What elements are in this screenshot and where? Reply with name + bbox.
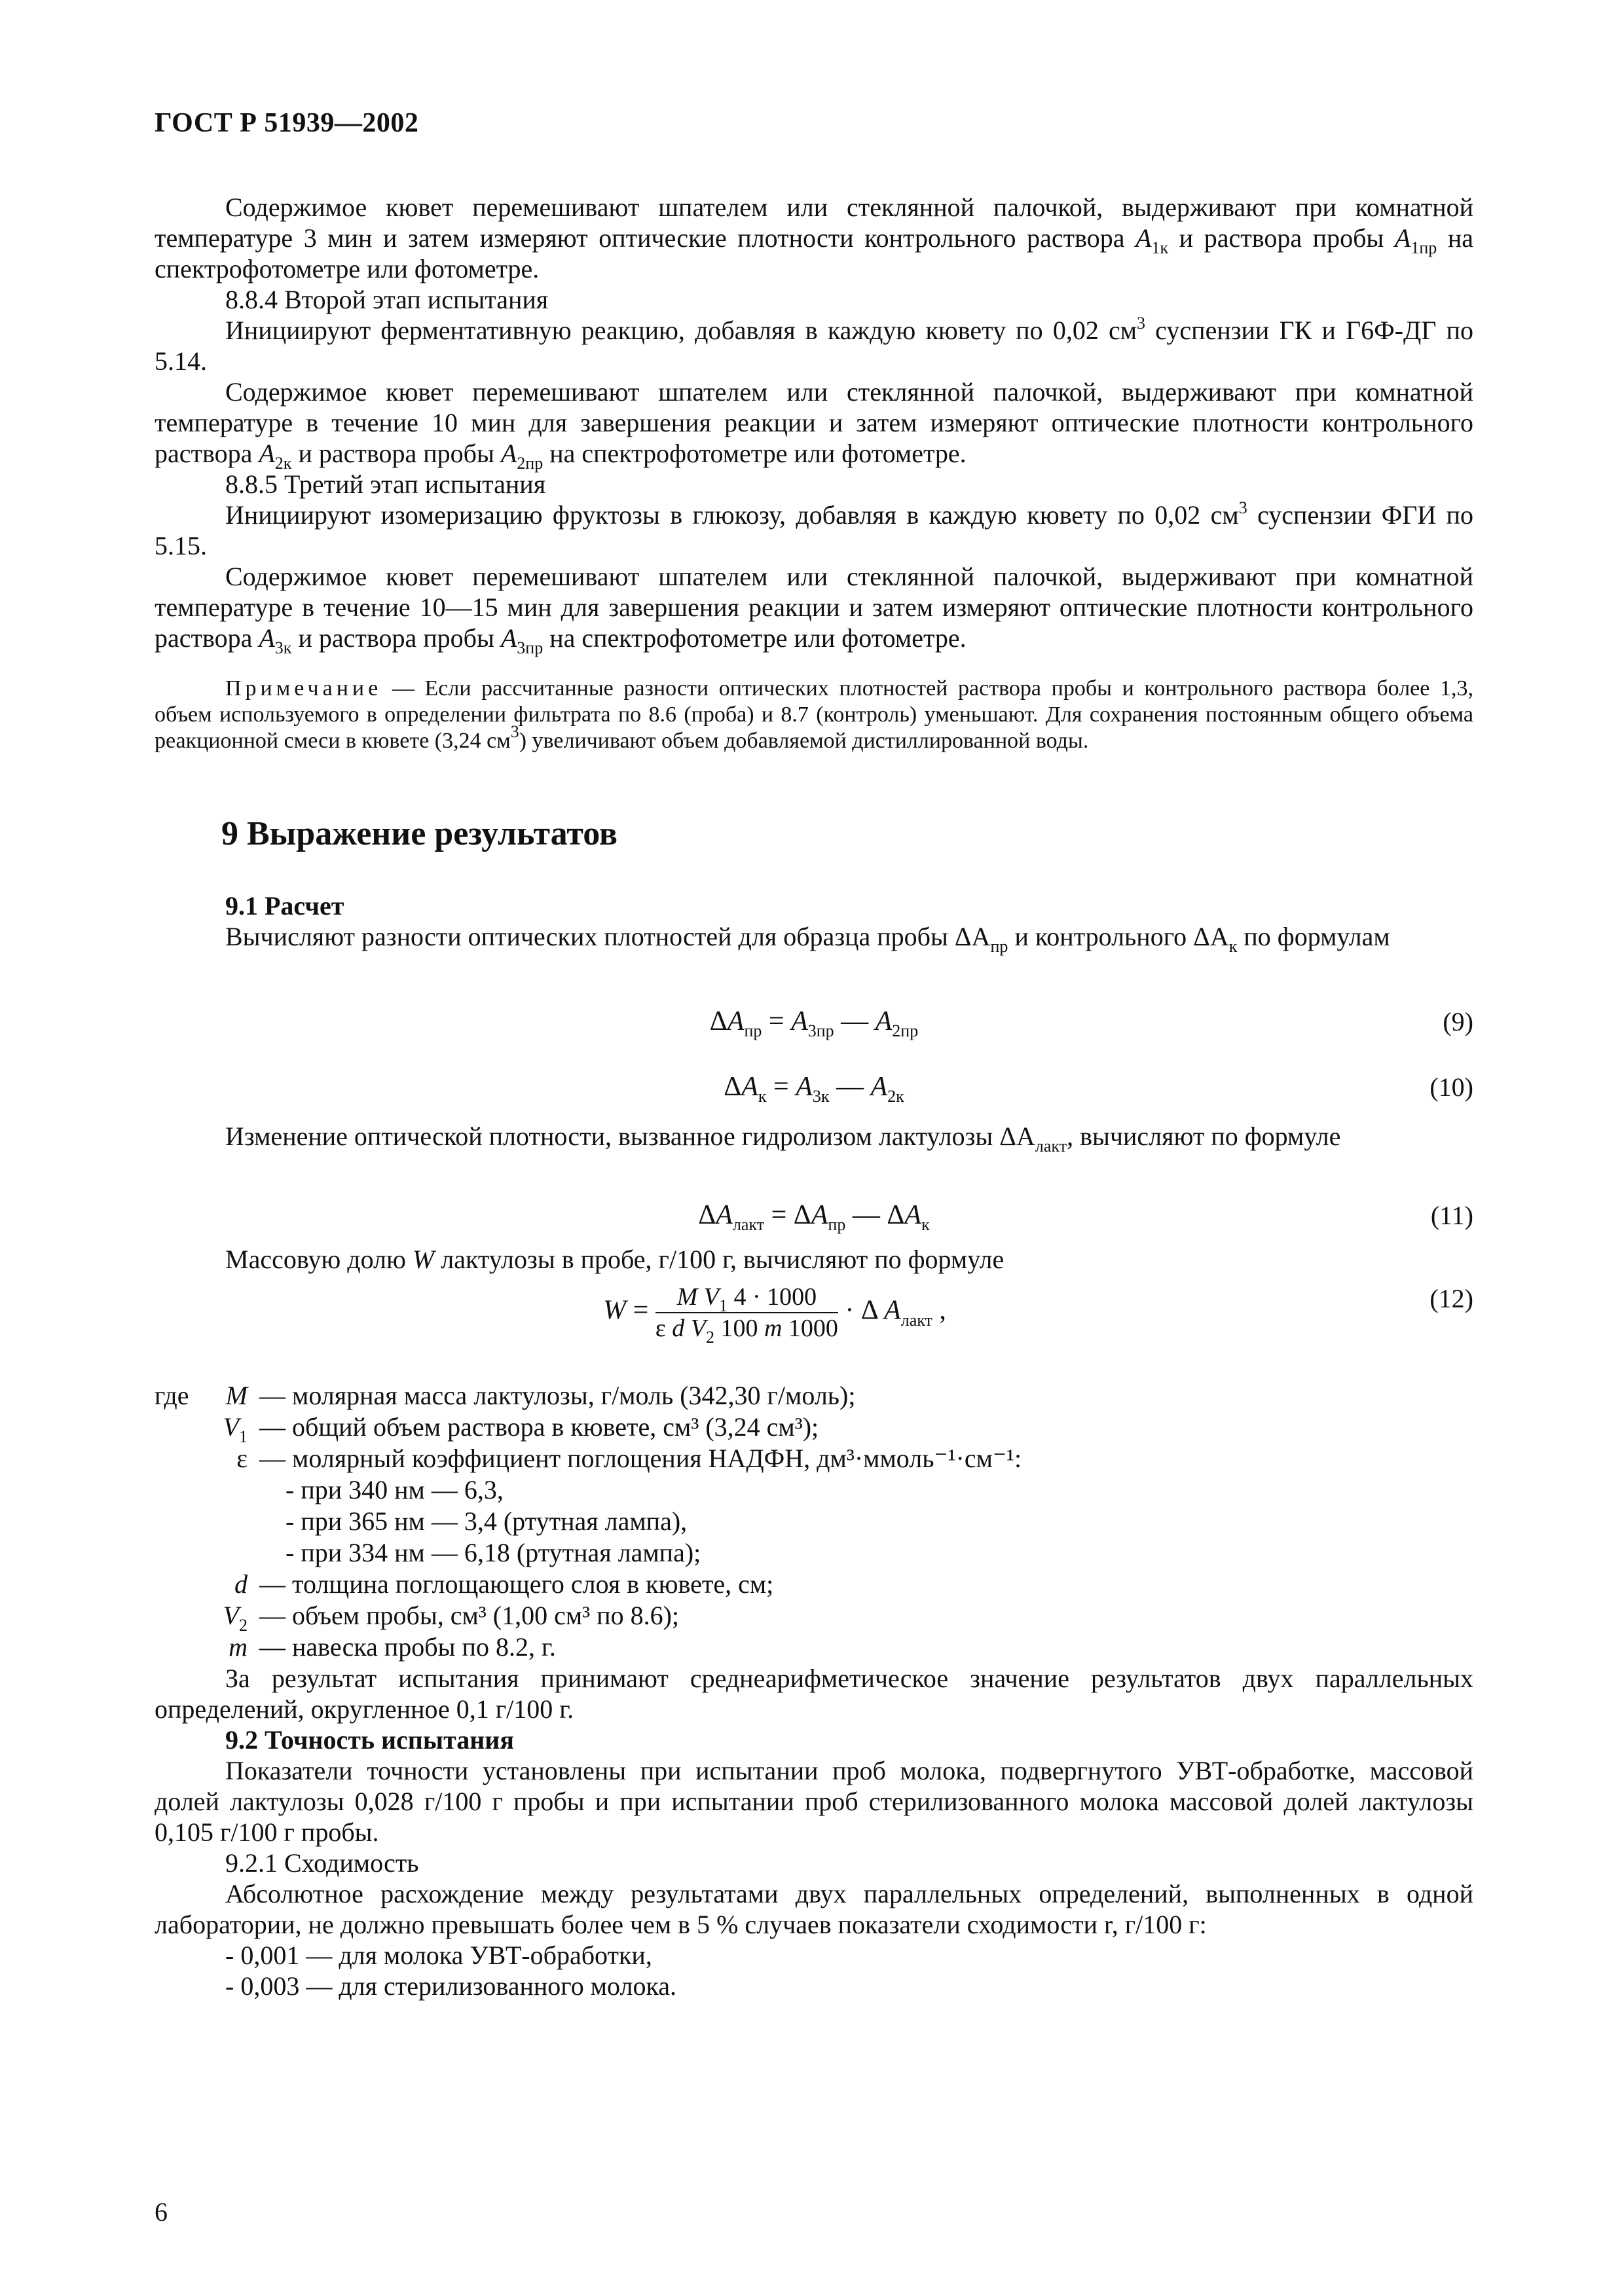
note: Примечание — Если рассчитанные разности оптических плотностей раствора пробы и контрольного раствора более 1,3, объем используемого в определении фильтрата по 8.6 (проба) и 8.7 (контроль) уменьшают. Для сохранения постоянным общего объема реакционной смеси в кювете (3,24 $см^3$) увеличивают объем добавляемой дистиллированной воды. <box>155 676 1473 753</box>
equation-number: (11) <box>1430 1201 1473 1230</box>
paragraph: Инициируют ферментативную реакцию, добавляя в каждую кювету по 0,02 $см^3$ суспензии ГК и Г6Ф-ДГ по 5.14. <box>155 314 1474 376</box>
paragraph: Содержимое кювет перемешивают шпателем или стеклянной палочкой, выдерживают при комнатной температуре 3 мин и затем измеряют оптические плотности контрольного раствора $A_{1к}$ и раствора пробы $A_{1пр}$ на спектрофотометре или фотометре. 8.8.4 Второй этап испытания Инициируют ферментативную реакцию, добавляя в каждую кювету по 0,02 $см^3$ суспензии ГК и Г6Ф-ДГ по 5.14. Содержимое кювет перемешивают шпателем или стеклянной палочкой, выдерживают при комнатной температуре в течение 10 мин для завершения реакции и затем измеряют оптические плотности контрольного раствора $A_{2к}$ и раствора пробы $A_{2пр}$ на спектрофотометре или фотометре. 8.8.5 Третий этап испытания Инициируют изомеризацию фруктозы в глюкозу, добавляя в каждую кювету по 0,02 $см^3$ суспензии ФГИ по 5.15. Содержимое кювет перемешивают шпателем или стеклянной палочкой, выдерживают при комнатной температуре в течение 10—15 мин для завершения реакции и затем измеряют оптические плотности контрольного раствора $A_{3к}$ и раствора пробы $A_{3пр}$ на спектрофотометре или фотометре. <box>155 192 1474 657</box>
equation-9: $\Delta A_{пр} = A_{3пр}$ — $A_{2пр}$ (9) <box>709 1006 1473 1040</box>
fraction: $\frac{M V_1 4 \cdot 1000}{\varepsilon d V_2 100 m 1000}$ <box>655 1283 838 1347</box>
paragraph: Массовую долю W лактулозы в пробе, г/100 г, вычисляют по формуле <box>225 1245 1005 1274</box>
paragraph: Абсолютное расхождение между результатами двух параллельных определений, выполненных в одной лаборатории, не должно превышать более чем в 5 % случаев показатели сходимости r, г/100 г: <box>155 1879 1473 1939</box>
definition-row: $V_2$ — объем пробы, см³ (1,00 см³ по 8.6); <box>223 1601 680 1635</box>
section-9-2 <box>155 1663 1473 2001</box>
section-9-2-title: 9.2 Точность испытания <box>225 1725 514 1755</box>
equation-number: (9) <box>1443 1007 1473 1036</box>
list-item: - 0,001 — для молока УВТ-обработки, <box>225 1941 652 1970</box>
paragraph: Изменение оптической плотности, вызванное гидролизом лактулозы $\Delta A_{лакт}$, вычисляют по формуле <box>225 1121 1341 1156</box>
section-8-8-4-title: 8.8.4 Второй этап испытания <box>225 285 549 314</box>
section-9-title: 9 Выражение результатов <box>221 815 617 852</box>
standard-header: ГОСТ Р 51939—2002 <box>155 108 419 138</box>
definition-row: - при 365 нм — 3,4 (ртутная лампа), <box>286 1506 688 1536</box>
equation-number: (12) <box>1429 1284 1473 1313</box>
paragraph: Содержимое кювет перемешивают шпателем или стеклянной палочкой, выдерживают при комнатной температуре в течение 10 мин для завершения реакции и затем измеряют оптические плотности контрольного раствора $A_{2к}$ и раствора пробы $A_{2пр}$ на спектрофотометре или фотометре. <box>155 377 1473 473</box>
paragraph: Инициируют изомеризацию фруктозы в глюкозу, добавляя в каждую кювету по 0,02 $см^3$ суспензии ФГИ по 5.15. <box>155 498 1473 560</box>
section-9-1 <box>155 890 1473 956</box>
paragraph: Вычисляют разности оптических плотностей для образца пробы $\Delta A_{пр}$ и контрольного $\Delta A_к$ по формулам <box>225 922 1390 956</box>
definitions-list <box>155 1380 1473 1663</box>
section-8-8-5-title: 8.8.5 Третий этап испытания <box>225 469 546 499</box>
definition-row: $V_1$ — общий объем раствора в кювете, см³ (3,24 см³); <box>223 1412 819 1446</box>
definition-row: ε — молярный коэффициент поглощения НАДФН, дм³·ммоль⁻¹·см⁻¹: <box>236 1444 1022 1473</box>
section-9-1-title: 9.1 Расчет <box>225 891 344 920</box>
paragraph: За результат испытания принимают среднеарифметическое значение результатов двух параллельных определений, округленное 0,1 г/100 г. <box>155 1664 1473 1724</box>
equation-11: $\Delta A_{лакт} = \Delta A_{пр}$ — $\Delta A_к$ (11) <box>698 1200 1473 1234</box>
section-9-2-1-title: 9.2.1 Сходимость <box>225 1848 419 1878</box>
equation-12: W = $\frac{M V_1 4 \cdot 1000}{\varepsilon d V_2 100 m 1000}$ · Δ $A_{лакт}$ , (12) <box>603 1283 1473 1347</box>
definition-row: где M — молярная масса лактулозы, г/моль (342,30 г/моль); <box>155 1381 856 1410</box>
page-number: 6 <box>155 2197 168 2227</box>
definition-row: m — навеска пробы по 8.2, г. <box>229 1632 556 1662</box>
paragraph: Показатели точности установлены при испытании проб молока, подвергнутого УВТ-обработке, массовой долей лактулозы 0,028 г/100 г пробы и при испытании проб стерилизованного молока массовой долей лактулозы 0,105 г/100 г пробы. <box>155 1756 1473 1847</box>
equation-number: (10) <box>1429 1072 1473 1102</box>
equation-10: $\Delta A_к = A_{3к}$ — $A_{2к}$ (10) <box>724 1072 1473 1106</box>
note-label: Примечание <box>225 676 382 701</box>
paragraph: Содержимое кювет перемешивают шпателем или стеклянной палочкой, выдерживают при комнатной температуре в течение 10—15 мин для завершения реакции и затем измеряют оптические плотности контрольного раствора $A_{3к}$ и раствора пробы $A_{3пр}$ на спектрофотометре или фотометре. <box>155 562 1473 657</box>
definition-row: - при 340 нм — 6,3, <box>286 1475 504 1504</box>
definition-row: - при 334 нм — 6,18 (ртутная лампа); <box>286 1538 701 1567</box>
definition-row: d — толщина поглощающего слоя в кювете, см; <box>234 1569 774 1599</box>
list-item: - 0,003 — для стерилизованного молока. <box>225 1971 677 2001</box>
